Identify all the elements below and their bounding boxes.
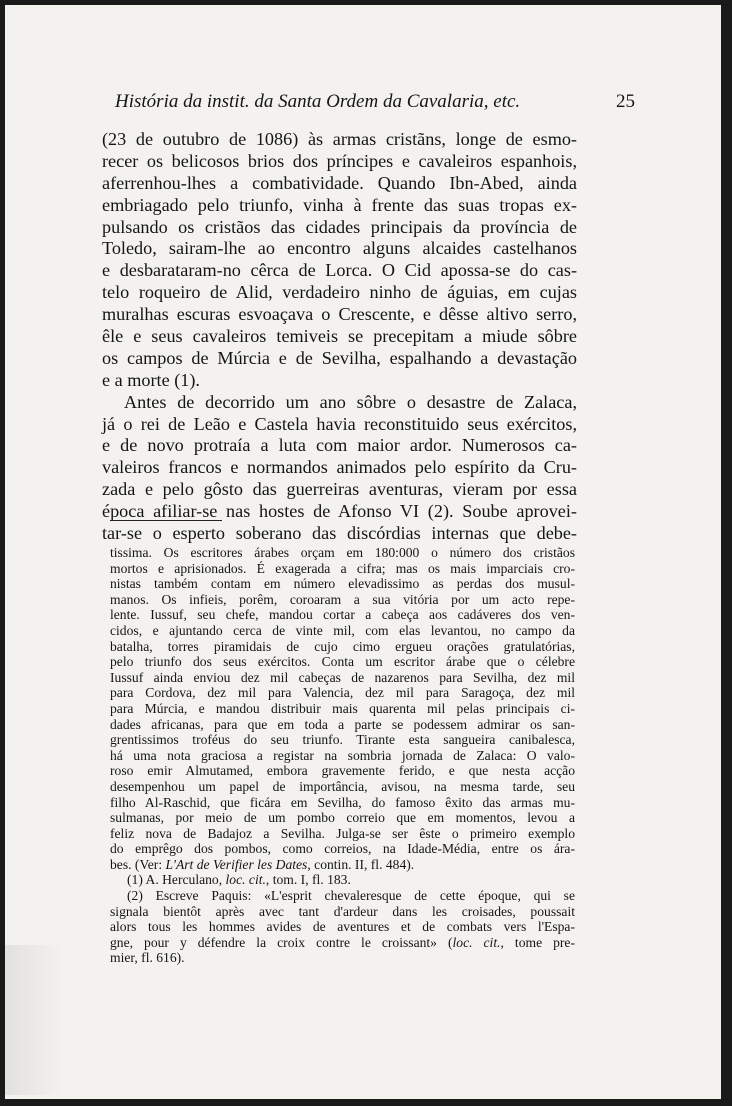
footnote-line: grentissimos troféus do seu triunfo. Tirante esta sangueira canibalesca,: [110, 732, 575, 748]
footnote-2-line: alors tous les hommes avides de aventures et de combats vers l'Espa-: [110, 919, 575, 935]
footnote-line: manos. Os infieis, porêm, coroaram a sua vitória por um acto repe-: [110, 591, 575, 607]
footnote-line: pelo triunfo dos seus exércitos. Conta um escritor árabe que o célebre: [110, 654, 575, 670]
footnote-line: lente. Iussuf, seu chefe, mandou cortar a cabeça aos cadáveres dos ven-: [110, 607, 575, 623]
text-line: os campos de Múrcia e de Sevilha, espalhando a devastação: [102, 347, 577, 368]
footnote-line: do emprêgo dos pombos, como correios, na Idade-Média, entre os ára-: [110, 841, 575, 857]
text-line: (23 de outubro de 1086) às armas cristãns, longe de esmo-: [102, 129, 577, 149]
ver-prefix: bes. (Ver:: [110, 856, 166, 872]
text-line: zada e pelo gôsto das guerreiras aventuras, vieram por essa: [102, 479, 577, 500]
footnote-line: cidos, e ajuntando cerca de vinte mil, com elas levantou, no campo da: [110, 622, 575, 638]
footnote-line: para Múrcia, e mandou distribuir mais quarenta mil pelas principais ci-: [110, 700, 575, 716]
footnote-2-line: signala bientôt après avec tant d'ardeur dans les croisades, poussait: [110, 903, 575, 919]
text-line: aferrenhou-lhes a combatividade. Quando Ibn-Abed, ainda: [102, 172, 577, 193]
paper-stain: [5, 945, 65, 1095]
text-line: êle e seus cavaleiros temiveis se precepitam a miude sôbre: [102, 326, 577, 347]
footnote-2-line: mier, fl. 616).: [110, 950, 185, 966]
footnote-2-line: (2) Escreve Paquis: «L'esprit chevaleresque de cette époque, qui se: [127, 888, 575, 904]
footnote-line: nistas também contam em número elevadissimo as perdas dos musul-: [110, 576, 575, 592]
footnote-line: mortos e aprisionados. É exagerada a cifra; mas os mais imparciais cro-: [110, 560, 575, 576]
footnote-1: [110, 872, 575, 888]
note1-prefix: (1) A. Herculano,: [127, 872, 226, 888]
text-line: embriagado pelo triunfo, vinha à frente das suas tropas ex-: [102, 194, 577, 215]
footnote-line: dades africanas, para que em toda a parte se podessem admirar os san-: [110, 716, 575, 732]
text-line: e de novo protraía a luta com maior ardor. Numerosos ca-: [102, 435, 577, 456]
text-line: Toledo, sairam-lhe ao encontro alguns alcaides castelhanos: [102, 238, 577, 259]
note1-suffix: , tom. I, fl. 183.: [265, 872, 351, 888]
footnote-line: roso emir Almutamed, embora gravemente ferido, e que nesta acção: [110, 763, 575, 779]
footnote-line: há uma nota graciosa a registar na sombria jornada de Zalaca: O valo-: [110, 747, 575, 763]
text-line: já o rei de Leão e Castela havia reconstituido seus exércitos,: [102, 413, 577, 434]
text-line: Antes de decorrido um ano sôbre o desastre de Zalaca,: [124, 391, 577, 412]
text-line: recer os belicosos brios dos príncipes e cavaleiros espanhois,: [102, 150, 577, 171]
text-line: tar-se o esperto soberano das discórdias internas que debe-: [102, 523, 577, 544]
footnote-separator: [110, 520, 222, 521]
note2-l4-italic: loc. cit.: [452, 934, 501, 950]
text-line: valeiros francos e normandos animados pelo espírito da Cru-: [102, 457, 577, 478]
footnote-line: batalha, torres piramidais de cujo cimo ergueu orações gratulatórias,: [110, 638, 575, 654]
footnote-line: sulmanas, por meio de um pombo correio que em momentos, levou a: [110, 810, 575, 826]
text-line: pulsando os cristãos das cidades principais da província de: [102, 216, 577, 237]
ver-title: L'Art de Verifier les Dates: [165, 856, 308, 872]
footnote-line: Iussuf ainda enviou dez mil cabeças de nazarenos para Sevilha, dez mil: [110, 669, 575, 685]
footnote-line: feliz nova de Badajoz a Sevilha. Julga-se ser êste o primeiro exemplo: [110, 825, 575, 841]
footnote-line: filho Al-Raschid, que ficára em Sevilha, do famoso êxito das armas mu-: [110, 794, 575, 810]
page-number: 25: [616, 91, 635, 112]
running-title: História da instit. da Santa Ordem da Cavalaria, etc.: [115, 91, 521, 112]
text-line: telo roqueiro de Alid, verdadeiro ninho de águias, em cujas: [102, 282, 577, 303]
ver-suffix: , contin. II, fl. 484).: [307, 856, 415, 872]
note2-l4-prefix: gne, pour y défendre la croix contre le croissant» (: [110, 934, 453, 950]
main-text: [102, 129, 577, 545]
page-header: [115, 91, 635, 115]
text-line: época afiliar-se nas hostes de Afonso VI (2). Soube aprovei-: [102, 501, 577, 522]
footnote-line-ver: [110, 857, 575, 873]
footnote-2-line: [110, 935, 575, 951]
text-line: e desbarataram-no cêrca de Lorca. O Cid apossa-se do cas-: [102, 260, 577, 281]
footnote-line: tissima. Os escritores árabes orçam em 180:000 o número dos cristãos: [110, 545, 575, 560]
text-line: e a morte (1).: [102, 369, 200, 390]
note2-l4-suffix: , tome pre-: [500, 934, 575, 950]
book-page: [5, 5, 721, 1099]
footnote-line: para Cordova, dez mil para Valencia, dez mil para Saragoça, dez mil: [110, 685, 575, 701]
note1-italic: loc. cit.: [225, 872, 266, 888]
footnote-line: desempenhou um papel de importância, avisou, na mesma tarde, seu: [110, 778, 575, 794]
text-line: muralhas escuras esvoaçava o Crescente, e dêsse altivo serro,: [102, 304, 577, 325]
footnotes: [110, 545, 575, 966]
